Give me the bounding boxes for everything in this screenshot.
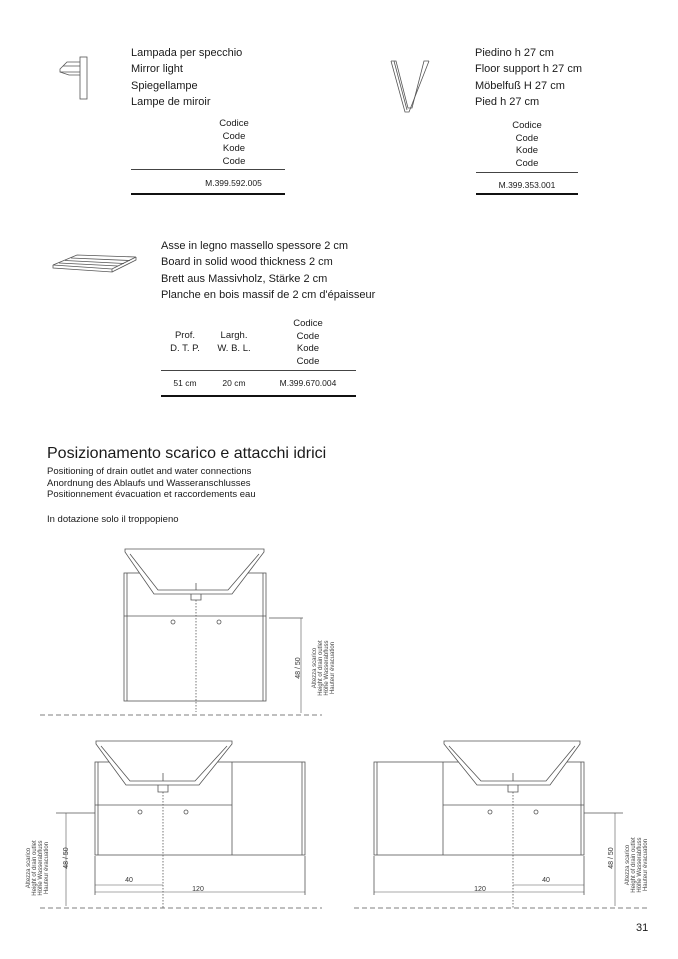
name-de: Brett aus Massivholz, Stärke 2 cm: [161, 272, 328, 285]
name-fr: Pied h 27 cm: [475, 95, 540, 108]
code-header-en: Code: [222, 130, 246, 142]
wood-board-drawing: [50, 250, 140, 280]
mirror-light-code: M.399.592.005: [205, 178, 262, 188]
section-note: In dotazione solo il troppopieno: [47, 514, 179, 525]
divider: [476, 193, 578, 195]
col-depth-header: [163, 330, 207, 355]
col-width-label: Largh.: [220, 330, 248, 341]
name-fr: Planche en bois massif de 2 cm d'épaisseur: [161, 288, 376, 301]
col-width-label-alt: W. B. L.: [217, 342, 251, 354]
code-header-de: Kode: [222, 143, 246, 154]
col-depth-label: Prof.: [174, 330, 196, 341]
name-it: Piedino h 27 cm: [475, 47, 554, 59]
height-label-de: Höhe Wasserabfluss: [324, 640, 330, 696]
width-value: 120: [192, 886, 204, 893]
board-width: 20 cm: [222, 378, 246, 388]
divider: [161, 395, 356, 397]
name-en: Floor support h 27 cm: [475, 63, 582, 76]
subtitle-en: Positioning of drain outlet and water connections: [47, 466, 252, 477]
name-it: Lampada per specchio: [131, 47, 243, 59]
code-header-it: Codice: [512, 120, 542, 131]
name-it: Asse in legno massello spessore 2 cm: [161, 240, 349, 252]
height-label-de: Höhe Wasserabfluss: [637, 837, 643, 893]
height-label-en: Height of drain outlet: [32, 840, 38, 896]
code-header-fr: Code: [296, 355, 320, 367]
width-value: 120: [474, 886, 486, 893]
mirror-light-code-header: [184, 118, 284, 168]
col-depth-label-alt: D. T. P.: [170, 342, 200, 354]
drain-diagram-right: [340, 730, 678, 915]
drain-diagram-left: [0, 730, 340, 915]
floor-support-drawing: [388, 58, 433, 128]
code-header-it: Codice: [219, 118, 249, 129]
name-en: Board in solid wood thickness 2 cm: [161, 256, 333, 269]
basin: [125, 549, 264, 594]
offset-value: 40: [125, 877, 133, 884]
mirror-light-names: [131, 45, 242, 110]
divider: [161, 370, 356, 371]
page-number: 31: [636, 922, 649, 934]
subtitle-fr: Positionnement évacuation et raccordements eau: [47, 489, 256, 500]
drain-diagram-front: [0, 540, 678, 725]
height-value: 48 / 50: [295, 657, 302, 679]
height-label-it: Altezza scarico: [625, 844, 631, 886]
name-en: Mirror light: [131, 63, 183, 76]
section-title: Posizionamento scarico e attacchi idrici: [47, 445, 327, 462]
mirror-light-drawing: [55, 52, 100, 102]
height-label-en: Height of drain outlet: [318, 640, 324, 696]
subtitle-de: Anordnung des Ablaufs und Wasseranschlusses: [47, 477, 251, 489]
code-header-fr: Code: [515, 157, 539, 169]
height-label-de: Höhe Wasserabfluss: [38, 840, 44, 896]
divider: [476, 172, 578, 173]
offset-value: 40: [542, 877, 550, 884]
col-width-header: [210, 330, 258, 355]
height-label-it: Altezza scarico: [26, 847, 32, 889]
section-subtitles: [47, 466, 256, 501]
floor-support-code-header: [476, 120, 578, 170]
floor-support-code: M.399.353.001: [498, 180, 556, 190]
divider: [131, 193, 285, 195]
height-label-fr: Hauteur évacuation: [44, 841, 50, 895]
board-code: M.399.670.004: [279, 378, 337, 388]
height-labels: [26, 840, 50, 896]
code-header-en: Code: [515, 132, 539, 144]
board-depth: 51 cm: [173, 378, 197, 388]
code-header-fr: Code: [222, 155, 246, 167]
code-header-de: Kode: [296, 343, 320, 354]
name-de: Spiegellampe: [131, 79, 198, 92]
code-header-en: Code: [296, 330, 320, 342]
col-code-header: [272, 318, 344, 368]
floor-support-names: [475, 45, 582, 110]
height-labels: [625, 837, 649, 893]
height-label-en: Height of drain outlet: [631, 837, 637, 893]
height-label-fr: Hauteur évacuation: [330, 641, 336, 695]
height-value: 48 / 50: [608, 847, 615, 869]
board-names: [161, 238, 375, 303]
name-fr: Lampe de miroir: [131, 95, 211, 108]
divider: [131, 169, 285, 170]
code-header-it: Codice: [293, 318, 323, 329]
height-value: 48 / 50: [63, 847, 70, 869]
height-label-it: Altezza scarico: [312, 647, 318, 689]
code-header-de: Kode: [515, 145, 539, 156]
height-label-fr: Hauteur évacuation: [643, 838, 649, 892]
name-de: Möbelfuß H 27 cm: [475, 79, 565, 92]
height-labels: [312, 640, 336, 696]
